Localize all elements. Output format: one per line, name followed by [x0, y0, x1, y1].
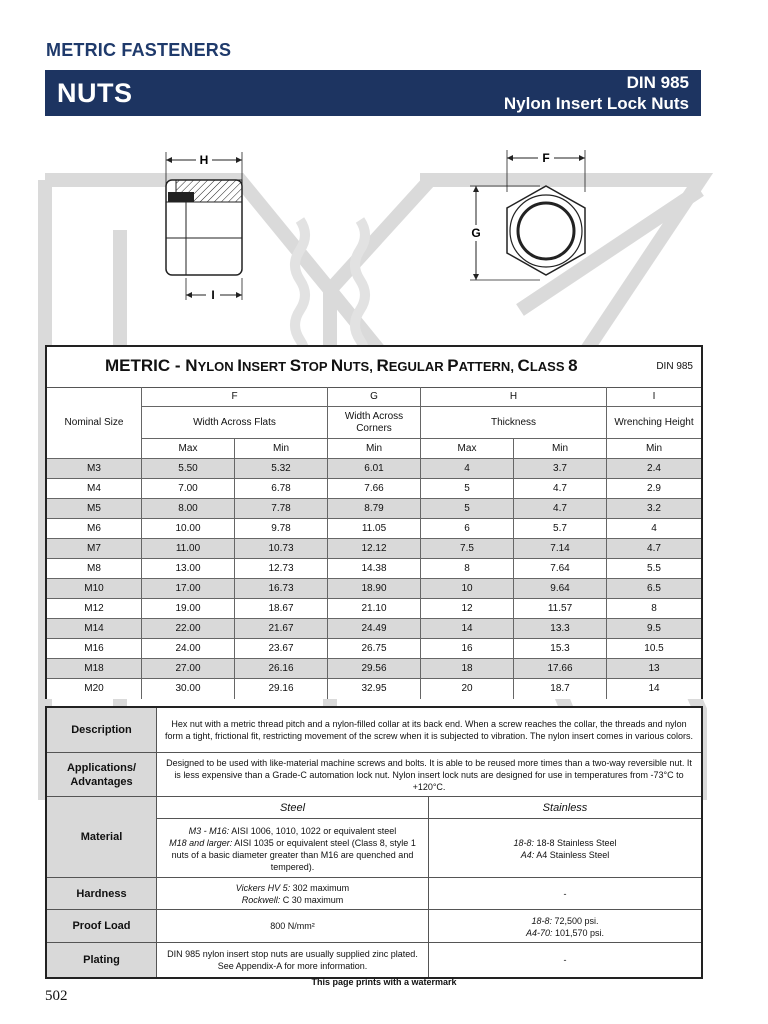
header-nominal: Nominal Size — [47, 387, 142, 459]
cell-f-max: 17.00 — [142, 579, 235, 599]
cell-f-min: 23.67 — [235, 639, 328, 659]
cell-g-min: 32.95 — [328, 679, 421, 699]
cell-g-min: 18.90 — [328, 579, 421, 599]
cell-h-max: 16 — [421, 639, 514, 659]
cell-f-max: 10.00 — [142, 519, 235, 539]
side-view-drawing — [166, 151, 242, 303]
table-standard: DIN 985 — [656, 361, 693, 372]
cell-h-min: 18.7 — [514, 679, 607, 699]
cell-nominal-size: M14 — [47, 619, 142, 639]
cell-nominal-size: M10 — [47, 579, 142, 599]
cell-nominal-size: M8 — [47, 559, 142, 579]
header-group-h: H — [421, 387, 607, 407]
cell-i-min: 5.5 — [607, 559, 701, 579]
cell-h-max: 8 — [421, 559, 514, 579]
info-table — [45, 706, 703, 979]
cell-f-max: 19.00 — [142, 599, 235, 619]
cell-h-min: 7.14 — [514, 539, 607, 559]
table-title: METRIC - NYLON INSERT STOP NUTS, REGULAR PATTERN, CLASS 8 — [105, 356, 578, 375]
cell-f-max: 24.00 — [142, 639, 235, 659]
cell-f-max: 27.00 — [142, 659, 235, 679]
cell-f-max: 8.00 — [142, 499, 235, 519]
cell-nominal-size: M5 — [47, 499, 142, 519]
cell-f-min: 10.73 — [235, 539, 328, 559]
cell-i-min: 4.7 — [607, 539, 701, 559]
cell-h-min: 11.57 — [514, 599, 607, 619]
applications-text: Designed to be used with like-material machine screws and bolts. It is able to be reused more times than a two-way reversible nut. It is less expensive than a Grade-C automation lock nut. Nylon insert lock nuts are designed for use in temperatures from -73°C to +120°C. — [157, 753, 701, 797]
title-banner — [45, 70, 701, 116]
cell-i-min: 14 — [607, 679, 701, 699]
watermark-note: This page prints with a watermark — [311, 977, 457, 987]
cell-nominal-size: M3 — [47, 459, 142, 479]
page-number: 502 — [45, 988, 68, 1004]
cell-f-max: 30.00 — [142, 679, 235, 699]
cell-g-min: 24.49 — [328, 619, 421, 639]
header-wrenching-height: Wrenching Height — [607, 407, 701, 439]
subtitle-label: Nylon Insert Lock Nuts — [503, 94, 689, 113]
cell-h-min: 3.7 — [514, 459, 607, 479]
front-label-top: F — [542, 151, 550, 165]
material-steel-header: Steel — [157, 797, 429, 819]
subheader-h-min: Min — [514, 439, 607, 459]
proof-load-stainless-text: 18-8: 72,500 psi. A4-70: 101,570 psi. — [429, 910, 701, 943]
material-label: Material — [47, 797, 157, 878]
cell-i-min: 9.5 — [607, 619, 701, 639]
section-title: METRIC FASTENERS — [46, 40, 232, 60]
cell-nominal-size: M7 — [47, 539, 142, 559]
cell-f-min: 7.78 — [235, 499, 328, 519]
cell-g-min: 12.12 — [328, 539, 421, 559]
cell-h-min: 15.3 — [514, 639, 607, 659]
subheader-f-max: Max — [142, 439, 235, 459]
cell-g-min: 8.79 — [328, 499, 421, 519]
cell-i-min: 3.2 — [607, 499, 701, 519]
subheader-i-min: Min — [607, 439, 701, 459]
cell-g-min: 21.10 — [328, 599, 421, 619]
cell-i-min: 6.5 — [607, 579, 701, 599]
side-label-bottom: I — [211, 288, 215, 302]
hardness-stainless-text: - — [429, 878, 701, 910]
cell-g-min: 11.05 — [328, 519, 421, 539]
cell-h-max: 7.5 — [421, 539, 514, 559]
cell-g-min: 26.75 — [328, 639, 421, 659]
proof-load-label: Proof Load — [47, 910, 157, 943]
cell-h-max: 6 — [421, 519, 514, 539]
applications-label: Applications/ Advantages — [47, 753, 157, 797]
cell-nominal-size: M20 — [47, 679, 142, 699]
table-title-bar — [47, 347, 701, 388]
plating-stainless-text: - — [563, 955, 567, 965]
cell-i-min: 4 — [607, 519, 701, 539]
front-view-drawing — [469, 150, 585, 280]
subheader-f-min: Min — [235, 439, 328, 459]
cell-f-min: 18.67 — [235, 599, 328, 619]
cell-h-max: 14 — [421, 619, 514, 639]
subheader-h-max: Max — [421, 439, 514, 459]
cell-f-max: 11.00 — [142, 539, 235, 559]
plating-steel-text: DIN 985 nylon insert stop nuts are usually supplied zinc plated. See Appendix-A for more information. — [157, 943, 429, 977]
cell-nominal-size: M4 — [47, 479, 142, 499]
nut-drawings — [0, 140, 768, 310]
hardness-label: Hardness — [47, 878, 157, 910]
hardness-steel-text: Vickers HV 5: 302 maximum Rockwell: C 30 maximum — [157, 878, 429, 910]
front-label-left: G — [471, 226, 481, 240]
description-text: Hex nut with a metric thread pitch and a nylon-filled collar at its back end. When a screw reaches the collar, the threads and nylon form a tight, frictional fit, restricting movement of the screw when it is subjected to vibration. The nylon insert comes in various colors. — [157, 708, 701, 753]
standard-label: DIN 985 — [626, 73, 689, 92]
cell-h-min: 7.64 — [514, 559, 607, 579]
material-stainless-header: Stainless — [429, 797, 701, 819]
cell-g-min: 29.56 — [328, 659, 421, 679]
cell-h-max: 20 — [421, 679, 514, 699]
cell-h-max: 5 — [421, 499, 514, 519]
cell-i-min: 13 — [607, 659, 701, 679]
cell-h-max: 18 — [421, 659, 514, 679]
material-steel-text: M3 - M16: AISI 1006, 1010, 1022 or equivalent steel M18 and larger: AISI 1035 or equivalent steel (Class 8, style 1 nuts of a basic diameter greater than M16 are quenched and tempered). — [157, 819, 429, 878]
cell-i-min: 2.9 — [607, 479, 701, 499]
cell-i-min: 10.5 — [607, 639, 701, 659]
cell-f-min: 6.78 — [235, 479, 328, 499]
cell-f-min: 5.32 — [235, 459, 328, 479]
dimensions-table — [45, 345, 703, 699]
cell-f-min: 29.16 — [235, 679, 328, 699]
cell-f-max: 22.00 — [142, 619, 235, 639]
cell-nominal-size: M12 — [47, 599, 142, 619]
cell-h-min: 5.7 — [514, 519, 607, 539]
cell-g-min: 7.66 — [328, 479, 421, 499]
header-group-g: G — [328, 387, 421, 407]
cell-f-min: 9.78 — [235, 519, 328, 539]
header-group-f: F — [142, 387, 328, 407]
cell-h-min: 9.64 — [514, 579, 607, 599]
cell-f-min: 26.16 — [235, 659, 328, 679]
cell-h-min: 13.3 — [514, 619, 607, 639]
material-stainless-text: 18-8: 18-8 Stainless Steel A4: A4 Stainless Steel — [429, 819, 701, 878]
subheader-g-min: Min — [328, 439, 421, 459]
cell-i-min: 8 — [607, 599, 701, 619]
cell-f-min: 16.73 — [235, 579, 328, 599]
cell-f-max: 7.00 — [142, 479, 235, 499]
page-title: NUTS — [57, 78, 133, 108]
cell-g-min: 6.01 — [328, 459, 421, 479]
plating-label: Plating — [47, 943, 157, 977]
header-width-flats: Width Across Flats — [142, 407, 328, 439]
cell-nominal-size: M6 — [47, 519, 142, 539]
cell-nominal-size: M16 — [47, 639, 142, 659]
cell-h-max: 5 — [421, 479, 514, 499]
side-label-top: H — [199, 153, 209, 167]
header-group-i: I — [607, 387, 701, 407]
cell-h-max: 10 — [421, 579, 514, 599]
cell-f-max: 5.50 — [142, 459, 235, 479]
cell-f-min: 21.67 — [235, 619, 328, 639]
description-label: Description — [47, 708, 157, 753]
cell-g-min: 14.38 — [328, 559, 421, 579]
header-width-corners: Width Across Corners — [328, 407, 421, 439]
cell-nominal-size: M18 — [47, 659, 142, 679]
cell-i-min: 2.4 — [607, 459, 701, 479]
proof-load-steel-text: 800 N/mm² — [157, 910, 429, 943]
cell-h-max: 12 — [421, 599, 514, 619]
cell-h-min: 4.7 — [514, 479, 607, 499]
header-thickness: Thickness — [421, 407, 607, 439]
cell-h-min: 17.66 — [514, 659, 607, 679]
cell-h-max: 4 — [421, 459, 514, 479]
cell-h-min: 4.7 — [514, 499, 607, 519]
cell-f-max: 13.00 — [142, 559, 235, 579]
cell-f-min: 12.73 — [235, 559, 328, 579]
